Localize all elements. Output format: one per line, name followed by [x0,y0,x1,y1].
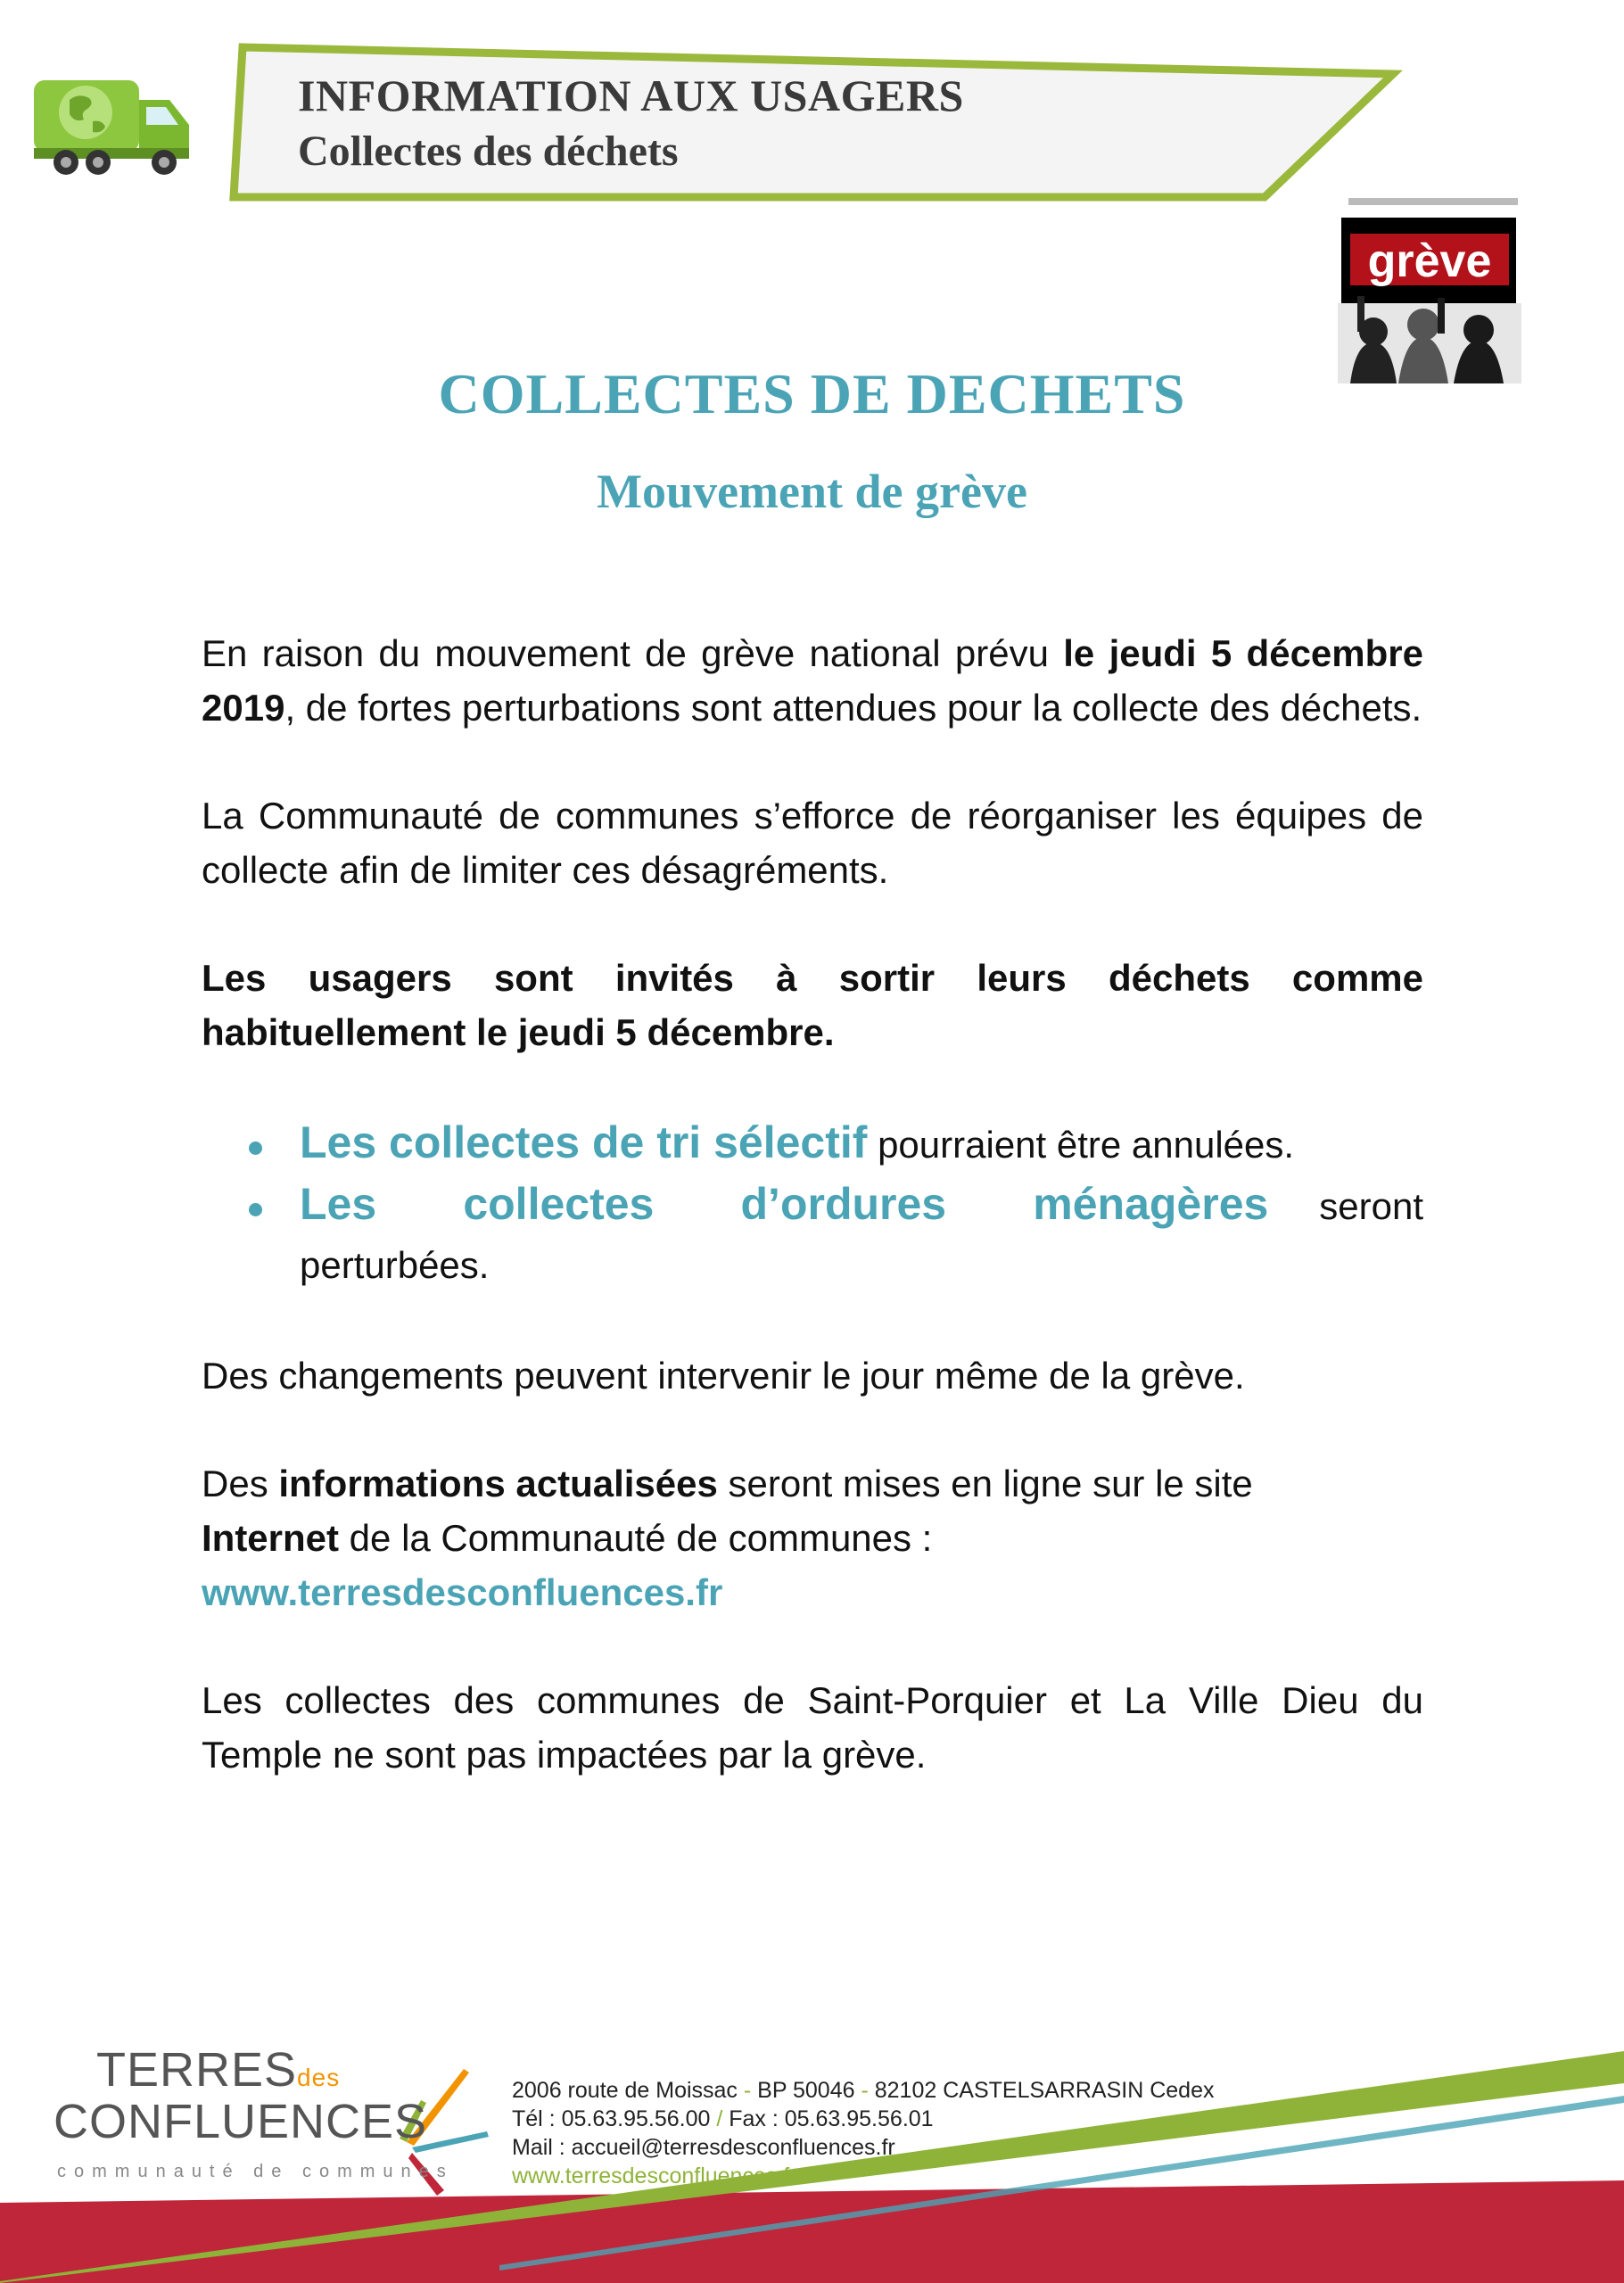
street: 2006 route de Moissac [512,2078,738,2103]
text: , de fortes perturbations sont attendues pour la collecte des déchets. [284,687,1422,729]
notice-body [202,626,1423,1835]
email[interactable]: Mail : accueil@terresdesconfluences.fr [512,2135,895,2160]
logo-confluences: CONFLUENCES [54,2095,428,2148]
po-box: BP 50046 [757,2078,855,2103]
logo-terres: TERRES [96,2043,298,2097]
website-link[interactable]: www.terresdesconfluences.fr [202,1571,723,1613]
list-item-text: seront perturbées. [300,1185,1423,1286]
subtitle: Mouvement de grève [597,465,1027,518]
list-item-highlight: Les collectes d’ordures ménagères [300,1179,1269,1229]
logo-line-1 [96,2042,340,2098]
impact-list [202,1113,1423,1295]
text-bold: informations actualisées [278,1463,718,1504]
text: de la Communauté de communes : [339,1517,933,1559]
paragraph-strike-date [202,626,1423,735]
fax: Fax : 05.63.95.56.01 [729,2106,934,2131]
strike-date: le jeudi 5 décembre 2019 [202,632,1423,729]
header-banner [223,40,1409,210]
text-bold: Internet [202,1517,340,1559]
instructions-bold: Les usagers sont invités à sortir leurs déchets comme habituellement le jeudi 5 décembre. [202,957,1423,1053]
paragraph-instructions [202,951,1423,1059]
text: seront mises en ligne sur le site [717,1463,1253,1504]
strike-sign-image [1338,198,1521,383]
paragraph-reorganisation: La Communauté de communes s’efforce de réorganiser les équipes de collecte afin de limiter ces désagréments. [202,795,1423,891]
logo-tagline: communauté de communes [57,2162,454,2181]
main-title: COLLECTES DE DECHETS [438,362,1186,425]
list-item [202,1113,1423,1174]
paragraph-online-info [202,1456,1423,1620]
text: En raison du mouvement de grève national prévu [202,632,1064,674]
contact-address [512,2076,1215,2190]
telephone: Tél : 05.63.95.56.00 [512,2106,711,2131]
city: 82102 CASTELSARRASIN Cedex [874,2078,1215,2103]
address-line [512,2076,1215,2105]
paragraph-unaffected-communes: Les collectes des communes de Saint-Porquier et La Ville Dieu du Temple ne sont pas impactées par la grève. [202,1679,1423,1776]
list-item [202,1174,1423,1295]
phone-line [512,2105,1215,2133]
header-subtitle: Collectes des déchets [298,128,679,175]
header-title: INFORMATION AUX USAGERS [298,70,964,120]
strike-sign-label: grève [1367,235,1492,287]
garbage-truck-icon [30,73,196,180]
bullet-icon [249,1203,262,1216]
list-item-highlight: Les collectes de tri sélectif [300,1117,868,1167]
list-item-text: pourraient être annulées. [867,1124,1295,1166]
logo-des: des [297,2064,341,2091]
text: Des [202,1463,279,1504]
separator: - [854,2078,875,2103]
bullet-icon [249,1142,262,1155]
paragraph-changes: Des changements peuvent intervenir le jour même de la grève. [202,1355,1245,1397]
footer-website-link[interactable]: www.terresdesconfluences.fr [512,2163,797,2188]
separator: - [737,2078,758,2103]
separator: / [710,2106,730,2131]
